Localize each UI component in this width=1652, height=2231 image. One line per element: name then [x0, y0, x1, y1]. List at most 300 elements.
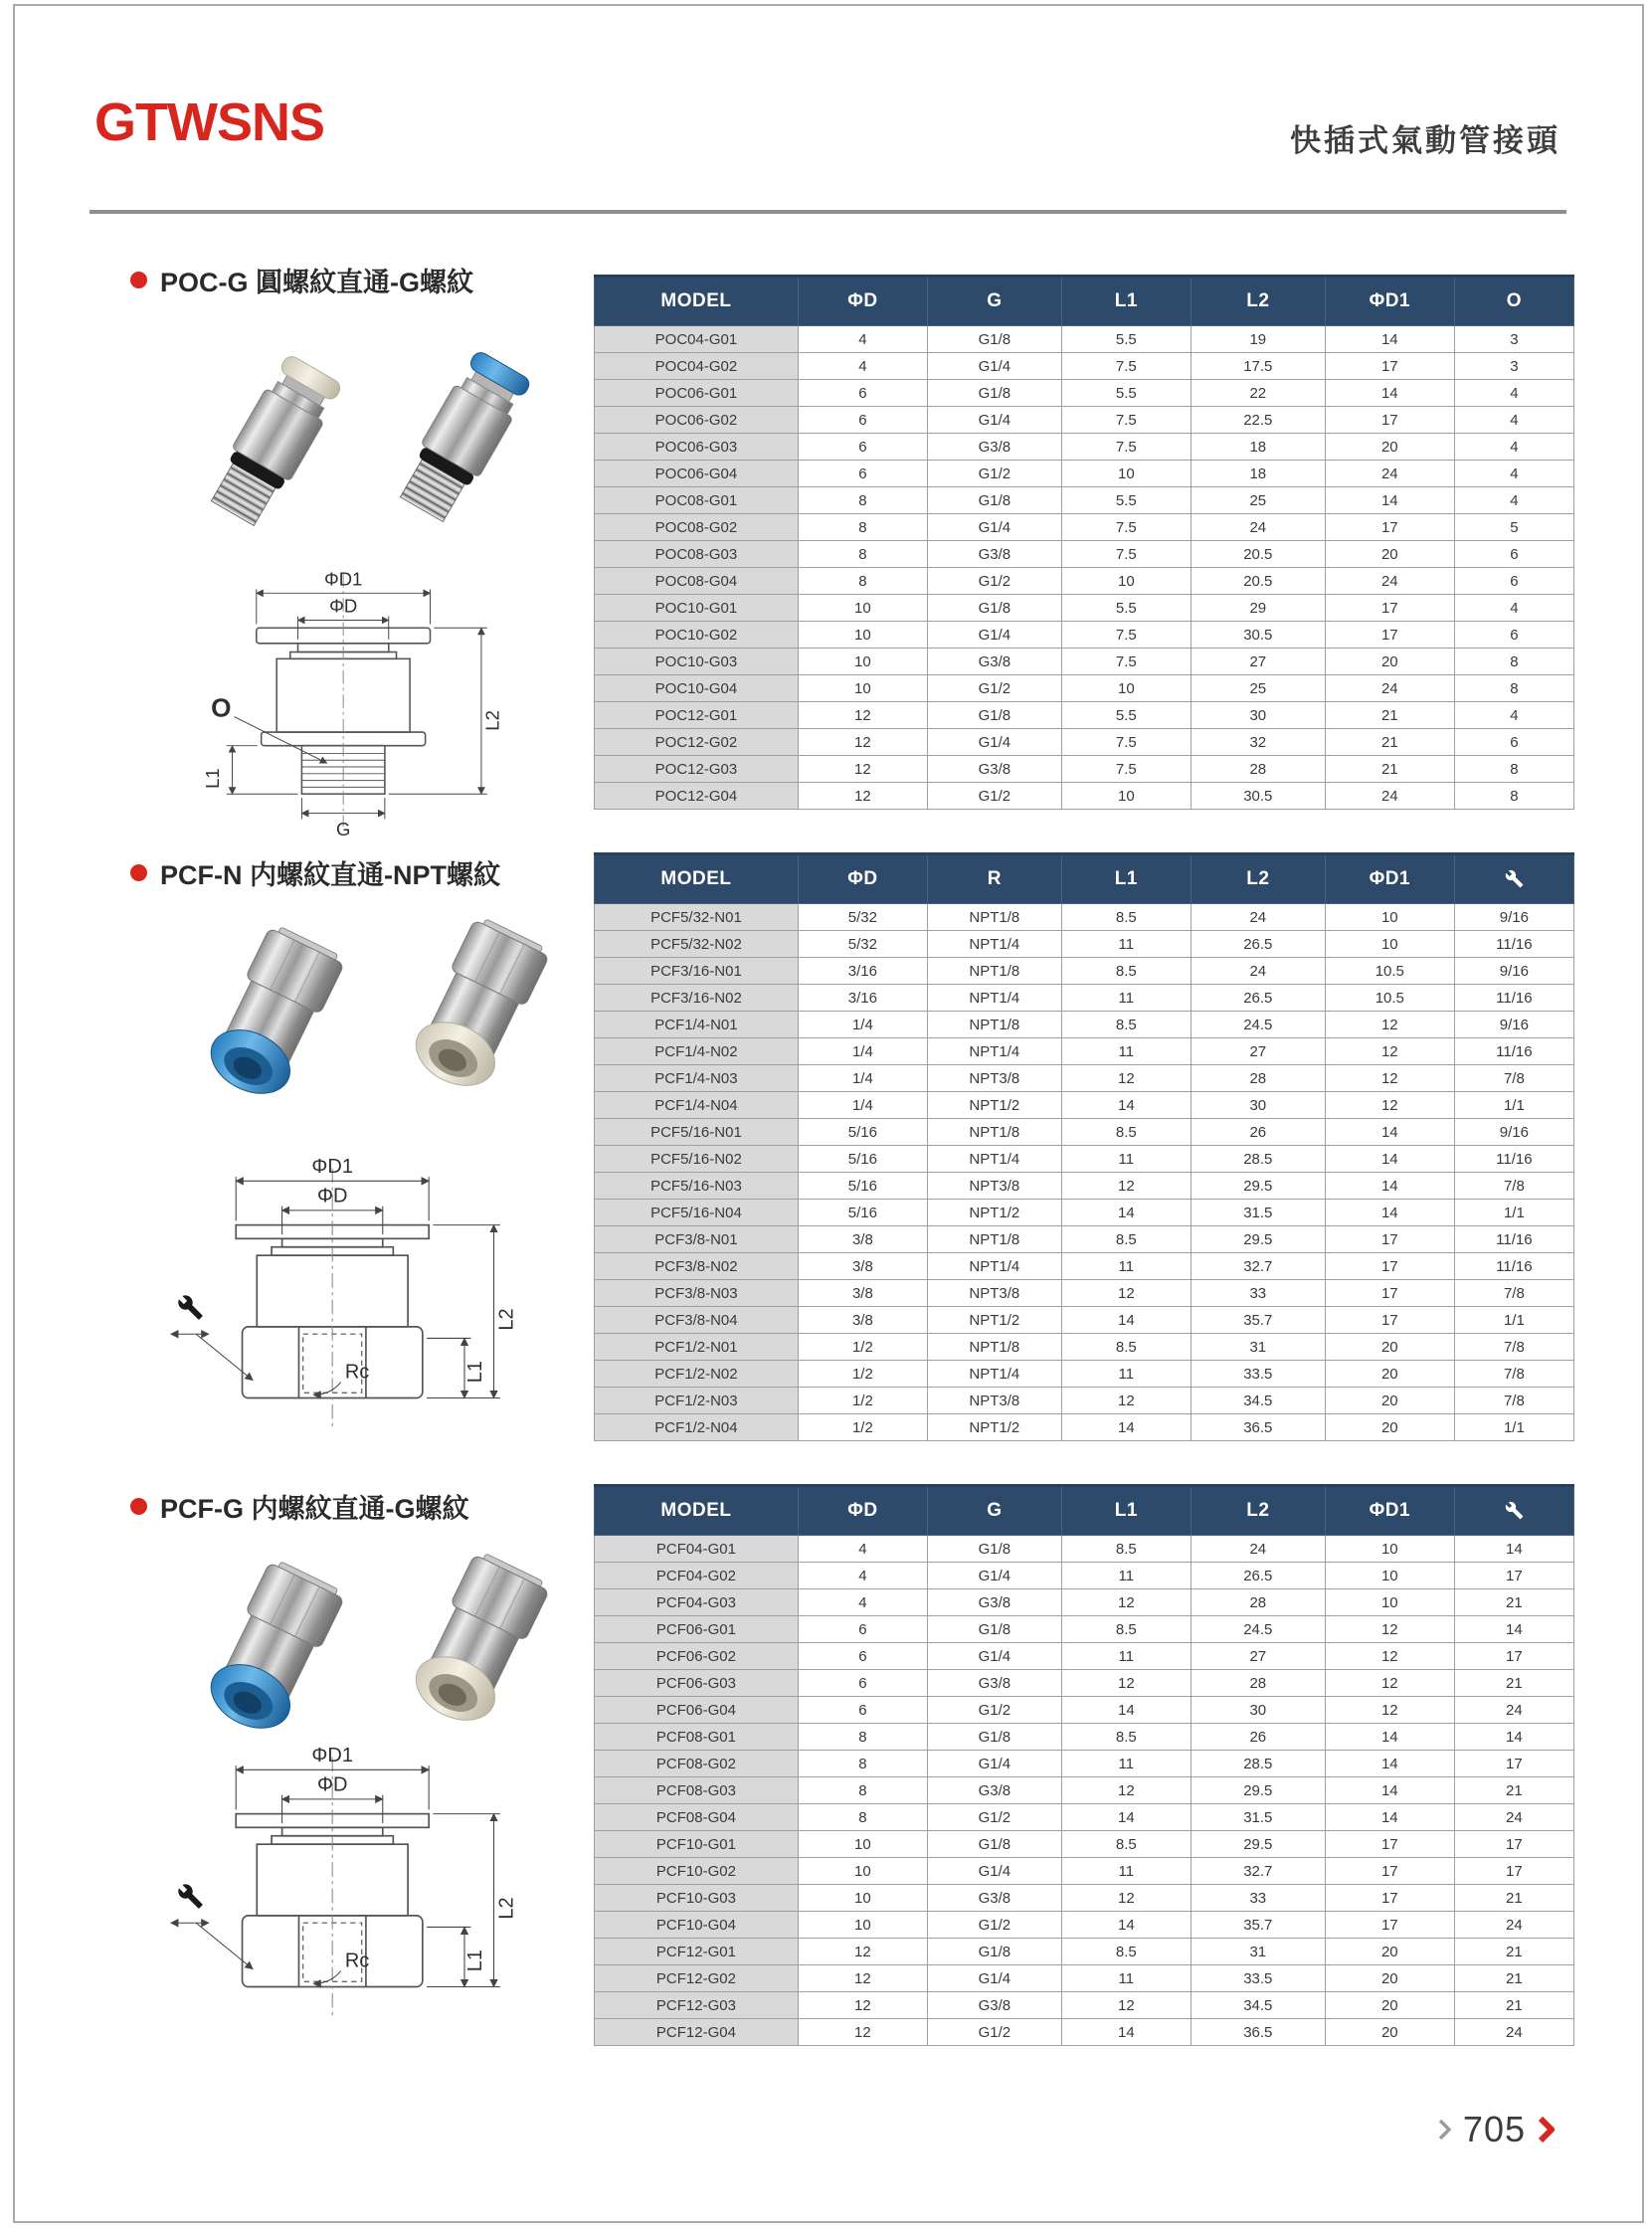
spec-cell: 14 [1325, 1119, 1454, 1146]
spec-table-pcf-n [594, 852, 1574, 1441]
spec-cell: 20.5 [1191, 568, 1325, 595]
table-row [595, 985, 1574, 1012]
spec-cell: 6 [798, 407, 927, 434]
spec-cell: 24 [1454, 1804, 1573, 1831]
table-row [595, 380, 1574, 407]
spec-cell: 5/16 [798, 1173, 927, 1200]
spec-cell: 12 [1325, 1038, 1454, 1065]
spec-cell: 17 [1325, 1307, 1454, 1334]
spec-cell: 14 [1454, 1616, 1573, 1643]
dim-label-d: ΦD [316, 1185, 348, 1208]
spec-cell: 11 [1061, 1563, 1191, 1589]
table-row [595, 1388, 1574, 1414]
table-row [595, 1885, 1574, 1912]
model-cell: PCF1/2-N04 [595, 1414, 799, 1441]
spec-cell: 7.5 [1061, 434, 1191, 461]
model-cell: PCF1/2-N02 [595, 1361, 799, 1388]
spec-cell: 12 [1061, 1777, 1191, 1804]
model-cell: POC10-G04 [595, 675, 799, 702]
spec-cell: 21 [1454, 1965, 1573, 1992]
model-cell: PCF04-G02 [595, 1563, 799, 1589]
table-row [595, 1065, 1574, 1092]
spec-cell: G3/8 [927, 1885, 1061, 1912]
spec-cell: G3/8 [927, 541, 1061, 568]
table-row [595, 514, 1574, 541]
spec-cell: 20 [1325, 1939, 1454, 1965]
spec-cell: 11 [1061, 1361, 1191, 1388]
red-bullet-icon [130, 864, 147, 881]
dim-label-d1: ΦD1 [324, 568, 363, 590]
spec-cell: 33 [1191, 1885, 1325, 1912]
spec-cell: 32.7 [1191, 1253, 1325, 1280]
spec-cell: 8.5 [1061, 904, 1191, 931]
spec-cell: 3/8 [798, 1307, 927, 1334]
spec-cell: 1/1 [1454, 1307, 1573, 1334]
spec-cell: 8.5 [1061, 1616, 1191, 1643]
spec-cell: 34.5 [1191, 1992, 1325, 2019]
model-cell: PCF3/8-N03 [595, 1280, 799, 1307]
spec-cell: 24 [1454, 1912, 1573, 1939]
spec-cell: 7/8 [1454, 1361, 1573, 1388]
table-row [595, 568, 1574, 595]
spec-cell: NPT1/4 [927, 931, 1061, 958]
model-cell: PCF06-G03 [595, 1670, 799, 1697]
spec-cell: G1/2 [927, 1804, 1061, 1831]
table-row [595, 1280, 1574, 1307]
spec-cell: 1/2 [798, 1388, 927, 1414]
spec-cell: G3/8 [927, 1992, 1061, 2019]
spec-cell: 26 [1191, 1724, 1325, 1751]
spec-cell: 10 [798, 675, 927, 702]
model-cell: POC10-G01 [595, 595, 799, 622]
model-cell: POC10-G03 [595, 649, 799, 675]
table-row [595, 1912, 1574, 1939]
spec-cell: 27 [1191, 1643, 1325, 1670]
table-row [595, 1038, 1574, 1065]
spec-cell: 11/16 [1454, 985, 1573, 1012]
table-row [595, 1939, 1574, 1965]
spec-cell: 12 [1061, 1885, 1191, 1912]
model-cell: PCF08-G02 [595, 1751, 799, 1777]
spec-cell: G3/8 [927, 756, 1061, 783]
spec-cell: 7/8 [1454, 1388, 1573, 1414]
spec-cell: 12 [798, 1939, 927, 1965]
spec-cell: 10 [1325, 904, 1454, 931]
spec-cell: G1/4 [927, 1858, 1061, 1885]
model-cell: POC08-G02 [595, 514, 799, 541]
spec-cell: 11/16 [1454, 1226, 1573, 1253]
model-cell: PCF3/16-N02 [595, 985, 799, 1012]
spec-cell: 10 [1061, 783, 1191, 810]
spec-cell: 24 [1325, 675, 1454, 702]
spec-cell: 12 [1061, 1173, 1191, 1200]
spec-cell: 3/8 [798, 1253, 927, 1280]
section-title-label: PCF-G 内螺紋直通-G螺紋 [160, 1494, 469, 1524]
spec-cell: G1/8 [927, 487, 1061, 514]
spec-cell: 21 [1454, 1885, 1573, 1912]
table-row [595, 649, 1574, 675]
spec-cell: 4 [1454, 487, 1573, 514]
spec-cell: 7/8 [1454, 1334, 1573, 1361]
spec-cell: 18 [1191, 461, 1325, 487]
spec-cell: 1/4 [798, 1038, 927, 1065]
spec-cell: G1/2 [927, 1912, 1061, 1939]
spec-cell: 10 [798, 1912, 927, 1939]
spec-cell: 14 [1325, 1724, 1454, 1751]
spec-cell: 8 [798, 1804, 927, 1831]
spec-cell: 14 [1061, 1307, 1191, 1334]
spec-cell: NPT1/2 [927, 1307, 1061, 1334]
spec-cell: NPT1/8 [927, 958, 1061, 985]
model-cell: PCF04-G01 [595, 1536, 799, 1563]
spec-cell: G3/8 [927, 649, 1061, 675]
table-row [595, 702, 1574, 729]
column-header-wrench [1454, 854, 1573, 904]
model-cell: PCF12-G01 [595, 1939, 799, 1965]
spec-cell: NPT1/2 [927, 1200, 1061, 1226]
spec-cell: NPT1/4 [927, 1361, 1061, 1388]
spec-cell: 8 [1454, 675, 1573, 702]
model-cell: PCF10-G04 [595, 1912, 799, 1939]
spec-cell: 29 [1191, 595, 1325, 622]
spec-cell: 28 [1191, 1670, 1325, 1697]
table-row [595, 904, 1574, 931]
spec-cell: 10 [1325, 931, 1454, 958]
model-cell: PCF1/4-N01 [595, 1012, 799, 1038]
column-header: L2 [1191, 277, 1325, 326]
spec-cell: 14 [1061, 1804, 1191, 1831]
spec-cell: 6 [1454, 568, 1573, 595]
spec-cell: 5/16 [798, 1200, 927, 1226]
spec-cell: 12 [798, 783, 927, 810]
spec-cell: 1/1 [1454, 1414, 1573, 1441]
table-row [595, 1012, 1574, 1038]
spec-cell: 8 [798, 1724, 927, 1751]
spec-cell: 12 [798, 1965, 927, 1992]
spec-cell: 14 [1325, 1777, 1454, 1804]
table-row [595, 1226, 1574, 1253]
spec-cell: 35.7 [1191, 1912, 1325, 1939]
spec-cell: 20 [1325, 1414, 1454, 1441]
spec-cell: 8.5 [1061, 1724, 1191, 1751]
spec-cell: 30 [1191, 702, 1325, 729]
spec-cell: 24 [1191, 514, 1325, 541]
spec-cell: 17 [1325, 514, 1454, 541]
spec-cell: 6 [1454, 541, 1573, 568]
spec-cell: 11/16 [1454, 1146, 1573, 1173]
spec-cell: 30 [1191, 1697, 1325, 1724]
spec-cell: G1/2 [927, 568, 1061, 595]
spec-cell: 5/16 [798, 1146, 927, 1173]
spec-cell: 36.5 [1191, 1414, 1325, 1441]
table-row [595, 407, 1574, 434]
spec-cell: G1/8 [927, 1724, 1061, 1751]
spec-cell: G1/4 [927, 407, 1061, 434]
spec-cell: 12 [1325, 1670, 1454, 1697]
spec-cell: 4 [1454, 380, 1573, 407]
spec-cell: 14 [1325, 1804, 1454, 1831]
spec-cell: 20 [1325, 1361, 1454, 1388]
model-cell: PCF12-G02 [595, 1965, 799, 1992]
spec-cell: 14 [1325, 1751, 1454, 1777]
spec-cell: 14 [1454, 1536, 1573, 1563]
spec-cell: G3/8 [927, 434, 1061, 461]
table-row [595, 1751, 1574, 1777]
spec-cell: 1/4 [798, 1012, 927, 1038]
spec-cell: 31.5 [1191, 1804, 1325, 1831]
spec-cell: 28 [1191, 1589, 1325, 1616]
model-cell: PCF3/8-N01 [595, 1226, 799, 1253]
spec-cell: 14 [1325, 1146, 1454, 1173]
spec-cell: 17 [1325, 622, 1454, 649]
spec-cell: G1/2 [927, 1697, 1061, 1724]
spec-cell: 5.5 [1061, 702, 1191, 729]
spec-cell: 20 [1325, 1992, 1454, 2019]
spec-cell: 20.5 [1191, 541, 1325, 568]
spec-cell: G1/4 [927, 1965, 1061, 1992]
spec-cell: 4 [1454, 461, 1573, 487]
table-row [595, 1414, 1574, 1441]
spec-cell: 10 [1061, 675, 1191, 702]
spec-cell: 27 [1191, 1038, 1325, 1065]
spec-cell: 7.5 [1061, 541, 1191, 568]
spec-cell: 10 [798, 649, 927, 675]
spec-cell: 12 [1061, 1065, 1191, 1092]
spec-cell: 12 [1061, 1992, 1191, 2019]
spec-cell: 4 [1454, 595, 1573, 622]
spec-cell: 17 [1454, 1858, 1573, 1885]
model-cell: POC04-G01 [595, 326, 799, 353]
table-row [595, 1992, 1574, 2019]
spec-cell: 8 [798, 1777, 927, 1804]
model-cell: PCF5/16-N02 [595, 1146, 799, 1173]
model-cell: PCF5/16-N01 [595, 1119, 799, 1146]
spec-cell: 28 [1191, 756, 1325, 783]
spec-cell: NPT1/8 [927, 1119, 1061, 1146]
spec-cell: 5.5 [1061, 595, 1191, 622]
spec-cell: 21 [1325, 756, 1454, 783]
spec-cell: 29.5 [1191, 1831, 1325, 1858]
dim-label-d1: ΦD1 [311, 1155, 353, 1178]
spec-cell: 17 [1325, 353, 1454, 380]
spec-cell: 25 [1191, 675, 1325, 702]
dim-label-l2: L2 [495, 1308, 518, 1331]
model-cell: PCF5/32-N02 [595, 931, 799, 958]
spec-cell: 3 [1454, 353, 1573, 380]
spec-cell: 12 [1325, 1065, 1454, 1092]
spec-cell: NPT3/8 [927, 1280, 1061, 1307]
section-title-poc-g [130, 261, 473, 299]
column-header: ΦD [798, 1486, 927, 1536]
spec-cell: 6 [798, 380, 927, 407]
spec-cell: 31 [1191, 1939, 1325, 1965]
spec-cell: 12 [1325, 1012, 1454, 1038]
spec-cell: 17.5 [1191, 353, 1325, 380]
spec-cell: 24 [1454, 2019, 1573, 2046]
spec-cell: 7.5 [1061, 514, 1191, 541]
spec-cell: 11/16 [1454, 931, 1573, 958]
spec-cell: NPT3/8 [927, 1065, 1061, 1092]
spec-cell: 36.5 [1191, 2019, 1325, 2046]
spec-cell: G3/8 [927, 1777, 1061, 1804]
spec-cell: 1/1 [1454, 1200, 1573, 1226]
model-cell: PCF1/2-N03 [595, 1388, 799, 1414]
table-row [595, 1200, 1574, 1226]
model-cell: PCF12-G04 [595, 2019, 799, 2046]
spec-cell: 26 [1191, 1119, 1325, 1146]
spec-cell: 19 [1191, 326, 1325, 353]
spec-cell: G1/8 [927, 702, 1061, 729]
column-header: MODEL [595, 277, 799, 326]
table-row [595, 675, 1574, 702]
spec-cell: 4 [1454, 702, 1573, 729]
spec-cell: 4 [1454, 434, 1573, 461]
model-cell: PCF08-G03 [595, 1777, 799, 1804]
spec-cell: NPT1/8 [927, 1226, 1061, 1253]
model-cell: PCF08-G04 [595, 1804, 799, 1831]
model-cell: PCF06-G01 [595, 1616, 799, 1643]
column-header: L2 [1191, 854, 1325, 904]
table-row [595, 1092, 1574, 1119]
spec-cell: 14 [1454, 1724, 1573, 1751]
model-cell: PCF1/2-N01 [595, 1334, 799, 1361]
model-cell: PCF5/16-N03 [595, 1173, 799, 1200]
spec-cell: 11/16 [1454, 1038, 1573, 1065]
table-row [595, 1173, 1574, 1200]
table-row [595, 1307, 1574, 1334]
spec-cell: 12 [1325, 1697, 1454, 1724]
spec-cell: 4 [798, 1563, 927, 1589]
model-cell: POC12-G04 [595, 783, 799, 810]
spec-cell: 20 [1325, 1965, 1454, 1992]
spec-cell: 8.5 [1061, 1831, 1191, 1858]
spec-cell: NPT1/8 [927, 904, 1061, 931]
spec-cell: 8 [798, 541, 927, 568]
model-cell: POC06-G04 [595, 461, 799, 487]
model-cell: POC06-G03 [595, 434, 799, 461]
table-row [595, 1536, 1574, 1563]
spec-cell: G3/8 [927, 1670, 1061, 1697]
table-row [595, 1643, 1574, 1670]
column-header: ΦD1 [1325, 1486, 1454, 1536]
spec-cell: 22 [1191, 380, 1325, 407]
spec-cell: 10 [798, 1858, 927, 1885]
spec-cell: G1/2 [927, 2019, 1061, 2046]
spec-cell: G1/8 [927, 326, 1061, 353]
table-row [595, 1724, 1574, 1751]
spec-cell: 24.5 [1191, 1012, 1325, 1038]
spec-cell: 11 [1061, 931, 1191, 958]
section-title-pcf-n [130, 853, 500, 892]
column-header: ΦD [798, 277, 927, 326]
column-header: ΦD1 [1325, 277, 1454, 326]
spec-cell: 10 [1325, 1589, 1454, 1616]
table-row [595, 1253, 1574, 1280]
spec-cell: 12 [1061, 1280, 1191, 1307]
spec-cell: 8.5 [1061, 1119, 1191, 1146]
spec-cell: 6 [798, 434, 927, 461]
spec-cell: 32.7 [1191, 1858, 1325, 1885]
spec-cell: NPT1/2 [927, 1414, 1061, 1441]
spec-cell: 24 [1325, 783, 1454, 810]
spec-cell: 5.5 [1061, 380, 1191, 407]
spec-cell: 20 [1325, 434, 1454, 461]
spec-cell: 7.5 [1061, 622, 1191, 649]
spec-cell: 24 [1191, 958, 1325, 985]
dim-label-o: O [211, 692, 232, 723]
spec-cell: G1/2 [927, 675, 1061, 702]
spec-cell: 17 [1325, 1885, 1454, 1912]
spec-cell: 7/8 [1454, 1280, 1573, 1307]
spec-cell: 4 [798, 353, 927, 380]
spec-cell: 8.5 [1061, 1939, 1191, 1965]
spec-cell: 10 [798, 622, 927, 649]
spec-cell: 1/1 [1454, 1092, 1573, 1119]
product-photo-poc-g [167, 316, 561, 555]
table-row [595, 1777, 1574, 1804]
model-cell: PCF04-G03 [595, 1589, 799, 1616]
spec-cell: 21 [1454, 1777, 1573, 1804]
spec-cell: 17 [1454, 1643, 1573, 1670]
spec-cell: 7.5 [1061, 353, 1191, 380]
spec-cell: 11 [1061, 1038, 1191, 1065]
header-divider [90, 210, 1566, 214]
spec-cell: 17 [1325, 595, 1454, 622]
spec-cell: 17 [1325, 1280, 1454, 1307]
model-cell: PCF06-G04 [595, 1697, 799, 1724]
spec-cell: 11 [1061, 1146, 1191, 1173]
dim-label-rc: Rc [344, 1950, 370, 1972]
spec-cell: 17 [1325, 1912, 1454, 1939]
spec-cell: 24 [1454, 1697, 1573, 1724]
spec-cell: NPT1/4 [927, 1146, 1061, 1173]
spec-cell: 11 [1061, 1858, 1191, 1885]
wrench-icon [178, 1884, 202, 1908]
spec-cell: 20 [1325, 649, 1454, 675]
table-row [595, 1804, 1574, 1831]
spec-table-poc-g [594, 275, 1574, 810]
dim-label-d1: ΦD1 [311, 1744, 353, 1766]
spec-cell: 10.5 [1325, 958, 1454, 985]
table-row [595, 958, 1574, 985]
spec-cell: 20 [1325, 1334, 1454, 1361]
spec-cell: 7/8 [1454, 1173, 1573, 1200]
spec-cell: 3/8 [798, 1280, 927, 1307]
dim-label-l1: L1 [201, 768, 223, 789]
spec-cell: 28.5 [1191, 1751, 1325, 1777]
wrench-icon [1505, 1501, 1524, 1520]
spec-cell: 24 [1325, 461, 1454, 487]
column-header: G [927, 1486, 1061, 1536]
spec-cell: NPT1/4 [927, 1253, 1061, 1280]
spec-cell: 5/16 [798, 1119, 927, 1146]
spec-cell: 6 [798, 461, 927, 487]
model-cell: PCF1/4-N02 [595, 1038, 799, 1065]
spec-cell: G1/8 [927, 1536, 1061, 1563]
model-cell: PCF12-G03 [595, 1992, 799, 2019]
technical-diagram-pcf-n [154, 1154, 542, 1447]
spec-cell: 3/16 [798, 958, 927, 985]
spec-cell: 30.5 [1191, 783, 1325, 810]
spec-cell: G1/4 [927, 514, 1061, 541]
model-cell: POC12-G02 [595, 729, 799, 756]
spec-cell: 14 [1061, 2019, 1191, 2046]
spec-cell: 5.5 [1061, 487, 1191, 514]
spec-cell: 11/16 [1454, 1253, 1573, 1280]
table-row [595, 1146, 1574, 1173]
spec-cell: 12 [1061, 1388, 1191, 1414]
wrench-icon [1505, 869, 1524, 888]
